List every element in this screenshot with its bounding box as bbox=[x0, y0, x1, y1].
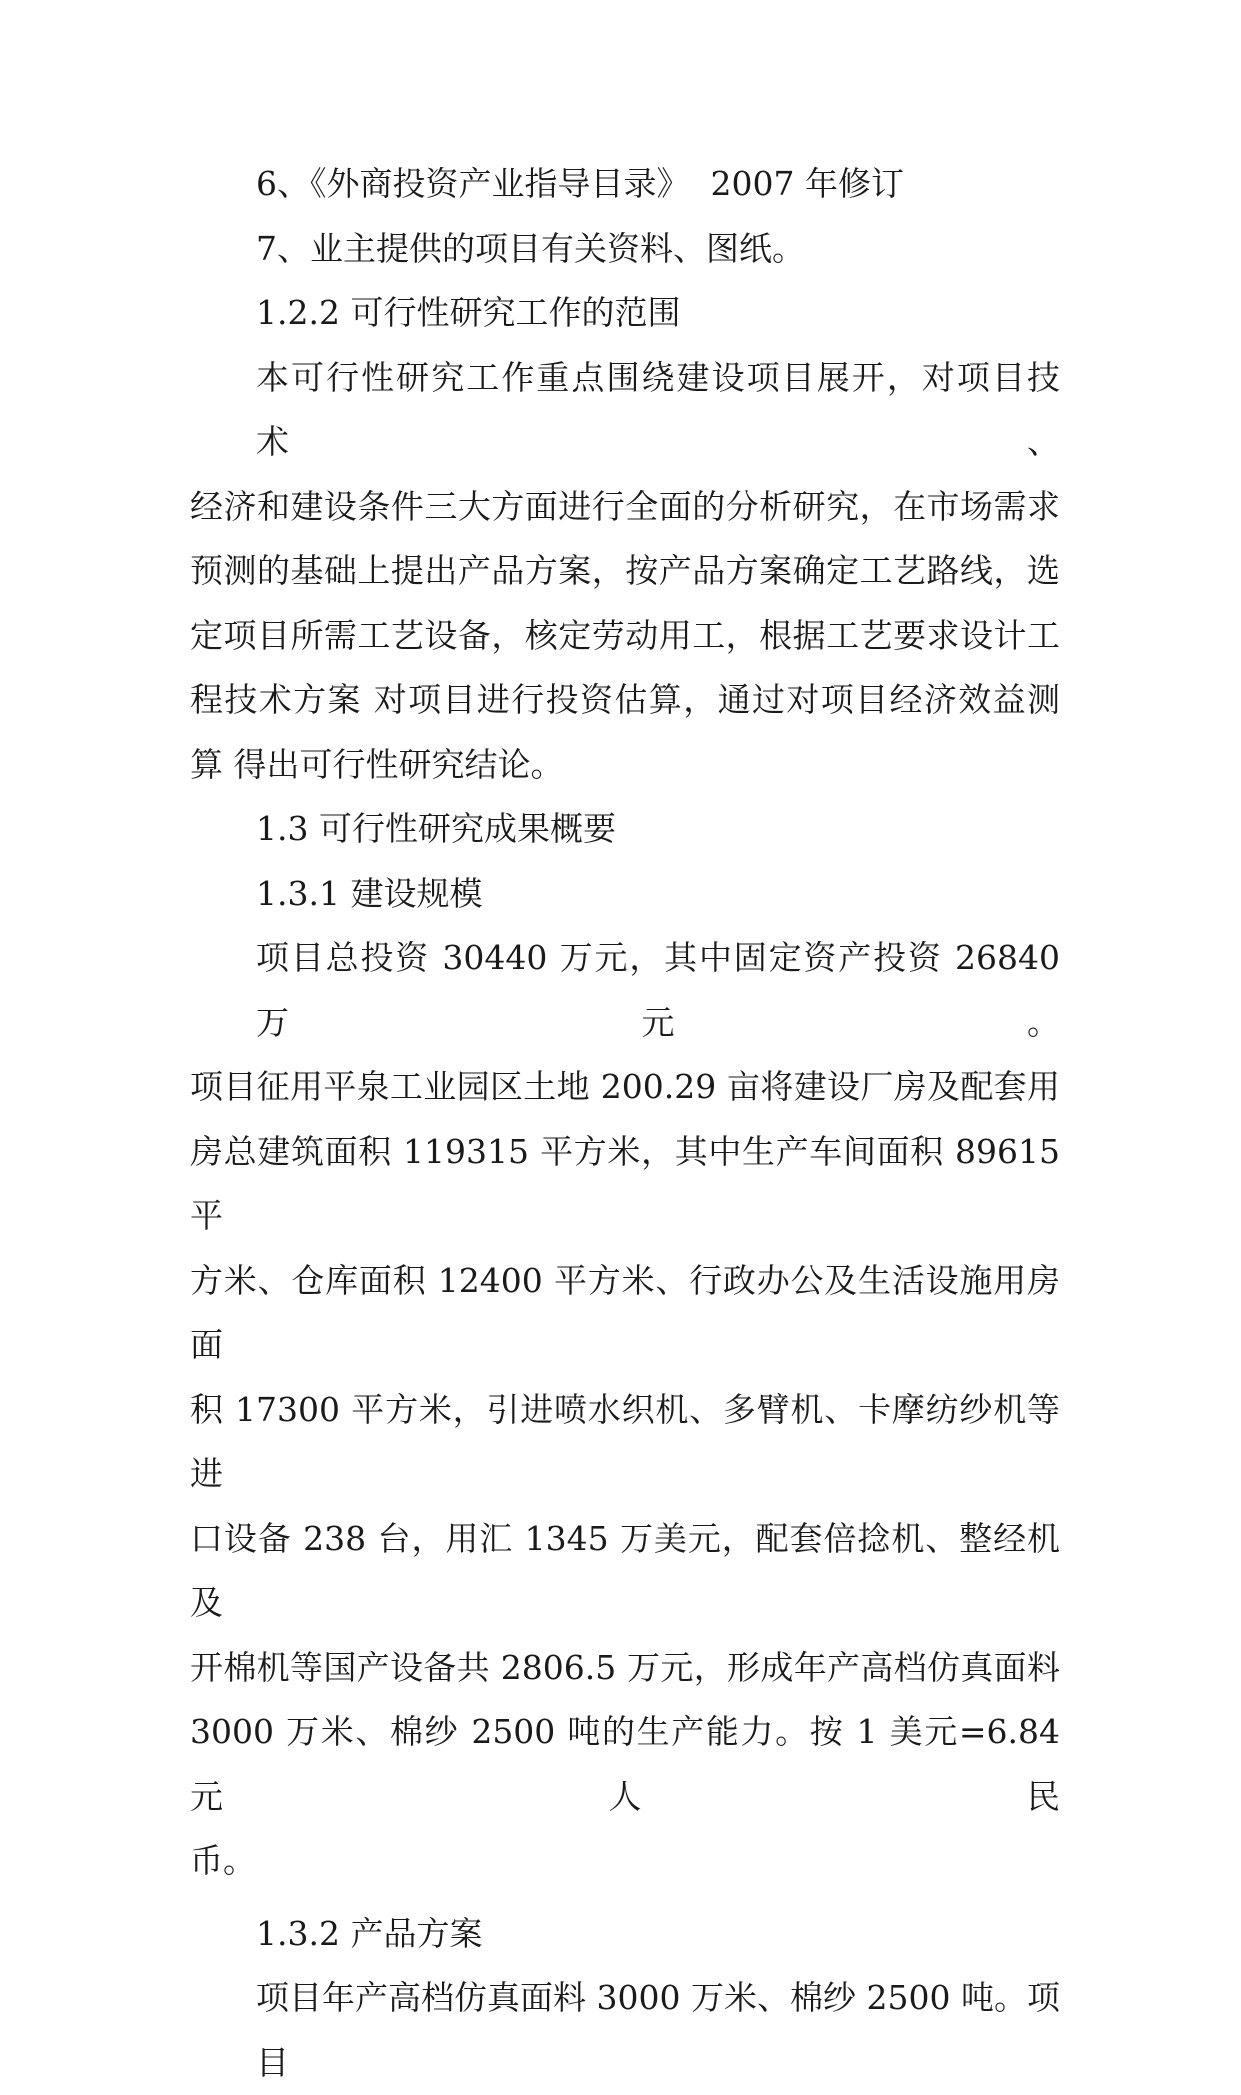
list-item-6: 6、《外商投资产业指导目录》 2007 年修订 bbox=[256, 164, 904, 203]
document-body bbox=[190, 152, 1071, 2095]
paragraph-line: 项目总投资 30440 万元，其中固定资产投资 26840 万元。 bbox=[256, 938, 1071, 1042]
section-heading-1-3-1: 1.3.1 建设规模 bbox=[256, 873, 483, 913]
paragraph-line: 口设备 238 台，用汇 1345 万美元，配套倍捻机、整经机及 bbox=[190, 1518, 1060, 1622]
paragraph-line: 币。 bbox=[190, 1841, 256, 1880]
paragraph-line: 定项目所需工艺设备，核定劳动用工，根据工艺要求设计工 bbox=[190, 615, 1060, 655]
section-heading-1-3-2: 1.3.2 产品方案 bbox=[256, 1913, 483, 1953]
paragraph-line: 开棉机等国产设备共 2806.5 万元，形成年产高档仿真面料 bbox=[190, 1647, 1060, 1687]
paragraph-line: 经济和建设条件三大方面进行全面的分析研究，在市场需求 bbox=[190, 486, 1060, 526]
paragraph-line: 算 得出可行性研究结论。 bbox=[190, 744, 564, 784]
paragraph-line: 预测的基础上提出产品方案，按产品方案确定工艺路线，选 bbox=[190, 551, 1060, 590]
section-heading-1-2-2: 1.2.2 可行性研究工作的范围 bbox=[256, 293, 681, 332]
paragraph-line: 项目征用平泉工业园区土地 200.29 亩将建设厂房及配套用 bbox=[190, 1067, 1060, 1106]
paragraph-line: 房总建筑面积 119315 平方米，其中生产车间面积 89615 平 bbox=[190, 1131, 1071, 1235]
section-heading-1-3: 1.3 可行性研究成果概要 bbox=[256, 809, 616, 848]
paragraph-line: 3000 万米、棉纱 2500 吨的生产能力。按 1 美元=6.84 元人民 bbox=[190, 1712, 1071, 1816]
paragraph-line: 项目年产高档仿真面料 3000 万米、棉纱 2500 吨。项目 bbox=[256, 1978, 1060, 2082]
paragraph-line: 方米、仓库面积 12400 平方米、行政办公及生活设施用房面 bbox=[190, 1260, 1060, 1364]
paragraph-line: 本可行性研究工作重点围绕建设项目展开，对项目技术、 bbox=[256, 357, 1060, 461]
paragraph-line: 积 17300 平方米，引进喷水织机、多臂机、卡摩纺纱机等进 bbox=[190, 1389, 1060, 1493]
paragraph-line: 程技术方案 对项目进行投资估算，通过对项目经济效益测 bbox=[190, 680, 1060, 719]
list-item-7: 7、业主提供的项目有关资料、图纸。 bbox=[256, 228, 805, 268]
